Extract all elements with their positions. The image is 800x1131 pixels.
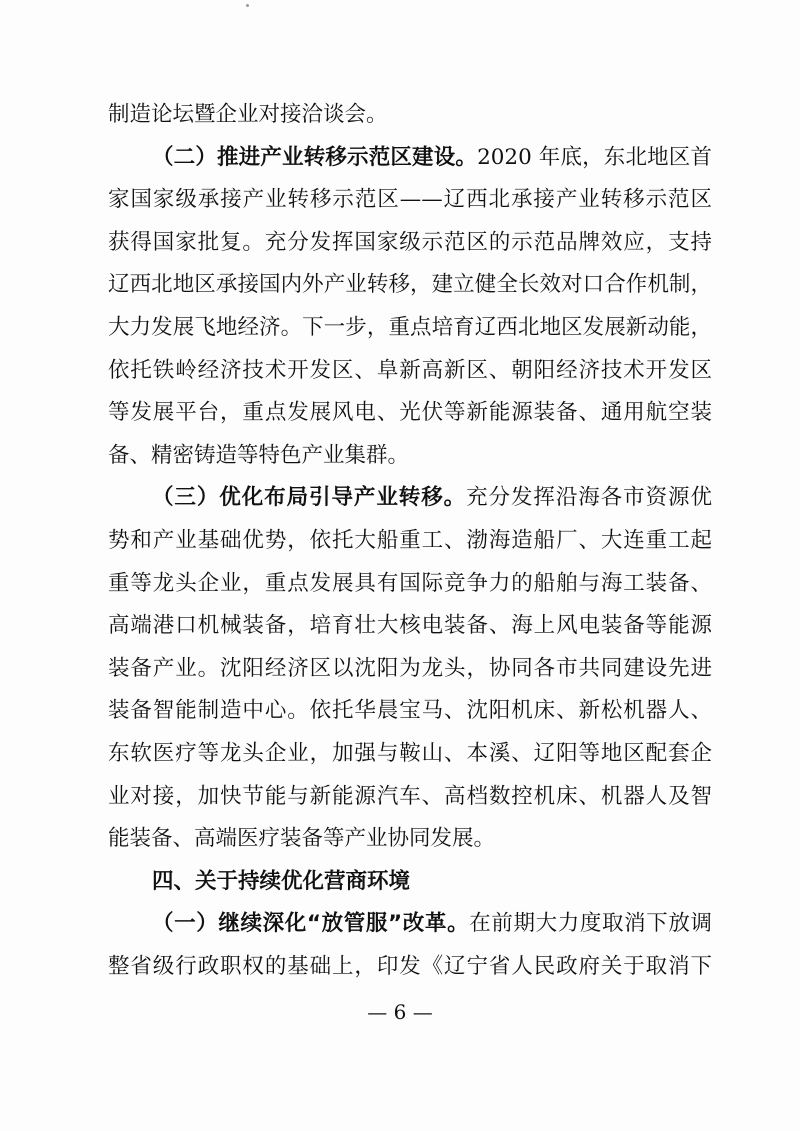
subsection-title-2: （二）推进产业转移示范区建设。 <box>152 145 478 170</box>
text-line-6: 大力发展飞地经济。下一步，重点培育辽西北地区发展新动能， <box>108 315 712 340</box>
section-heading-4: 四、关于持续优化营商环境 <box>152 869 411 894</box>
text-line-14: 装备产业。沈阳经济区以沈阳为龙头，协同各市共同建设先进 <box>108 656 712 681</box>
text-line-10: （三）优化布局引导产业转移。充分发挥沿海各市资源优 <box>152 485 712 510</box>
scan-speck <box>246 4 249 7</box>
text-line-20: （一）继续深化“放管服”改革。在前期大力度取消下放调 <box>152 911 712 936</box>
text-line-8: 等发展平台，重点发展风电、光伏等新能源装备、通用航空装 <box>108 400 712 425</box>
text-line-18: 能装备、高端医疗装备等产业协同发展。 <box>108 826 496 851</box>
text-line-15: 装备智能制造中心。依托华晨宝马、沈阳机床、新松机器人、 <box>108 698 712 723</box>
text-line-4: 获得国家批复。充分发挥国家级示范区的示范品牌效应，支持 <box>108 230 712 255</box>
page-number: — 6 — <box>367 1000 433 1024</box>
subsection-title-3: （三）优化布局引导产业转移。 <box>152 485 467 510</box>
text-line-11: 势和产业基础优势，依托大船重工、渤海造船厂、大连重工起 <box>108 528 712 553</box>
text-line-1: 制造论坛暨企业对接洽谈会。 <box>108 102 388 127</box>
text-line-12: 重等龙头企业，重点发展具有国际竞争力的船舶与海工装备、 <box>108 571 712 596</box>
text-line-17: 业对接，加快节能与新能源汽车、高档数控机床、机器人及智 <box>108 784 712 809</box>
text-line-5: 辽西北地区承接国内外产业转移，建立健全长效对口合作机制， <box>108 272 712 297</box>
subsection-title-1: （一）继续深化“放管服”改革。 <box>152 911 470 936</box>
text-line-3: 家国家级承接产业转移示范区——辽西北承接产业转移示范区 <box>108 187 712 212</box>
text-line-16: 东软医疗等龙头企业，加强与鞍山、本溪、辽阳等地区配套企 <box>108 741 712 766</box>
text-line-9: 备、精密铸造等特色产业集群。 <box>108 443 410 468</box>
text-line-7: 依托铁岭经济技术开发区、阜新高新区、朝阳经济技术开发区 <box>108 358 712 383</box>
text-line-2: （二）推进产业转移示范区建设。2020 年底，东北地区首 <box>152 145 712 170</box>
text-line-21: 整省级行政职权的基础上，印发《辽宁省人民政府关于取消下 <box>108 954 712 979</box>
text-line-13: 高端港口机械装备，培育壮大核电装备、海上风电装备等能源 <box>108 613 712 638</box>
